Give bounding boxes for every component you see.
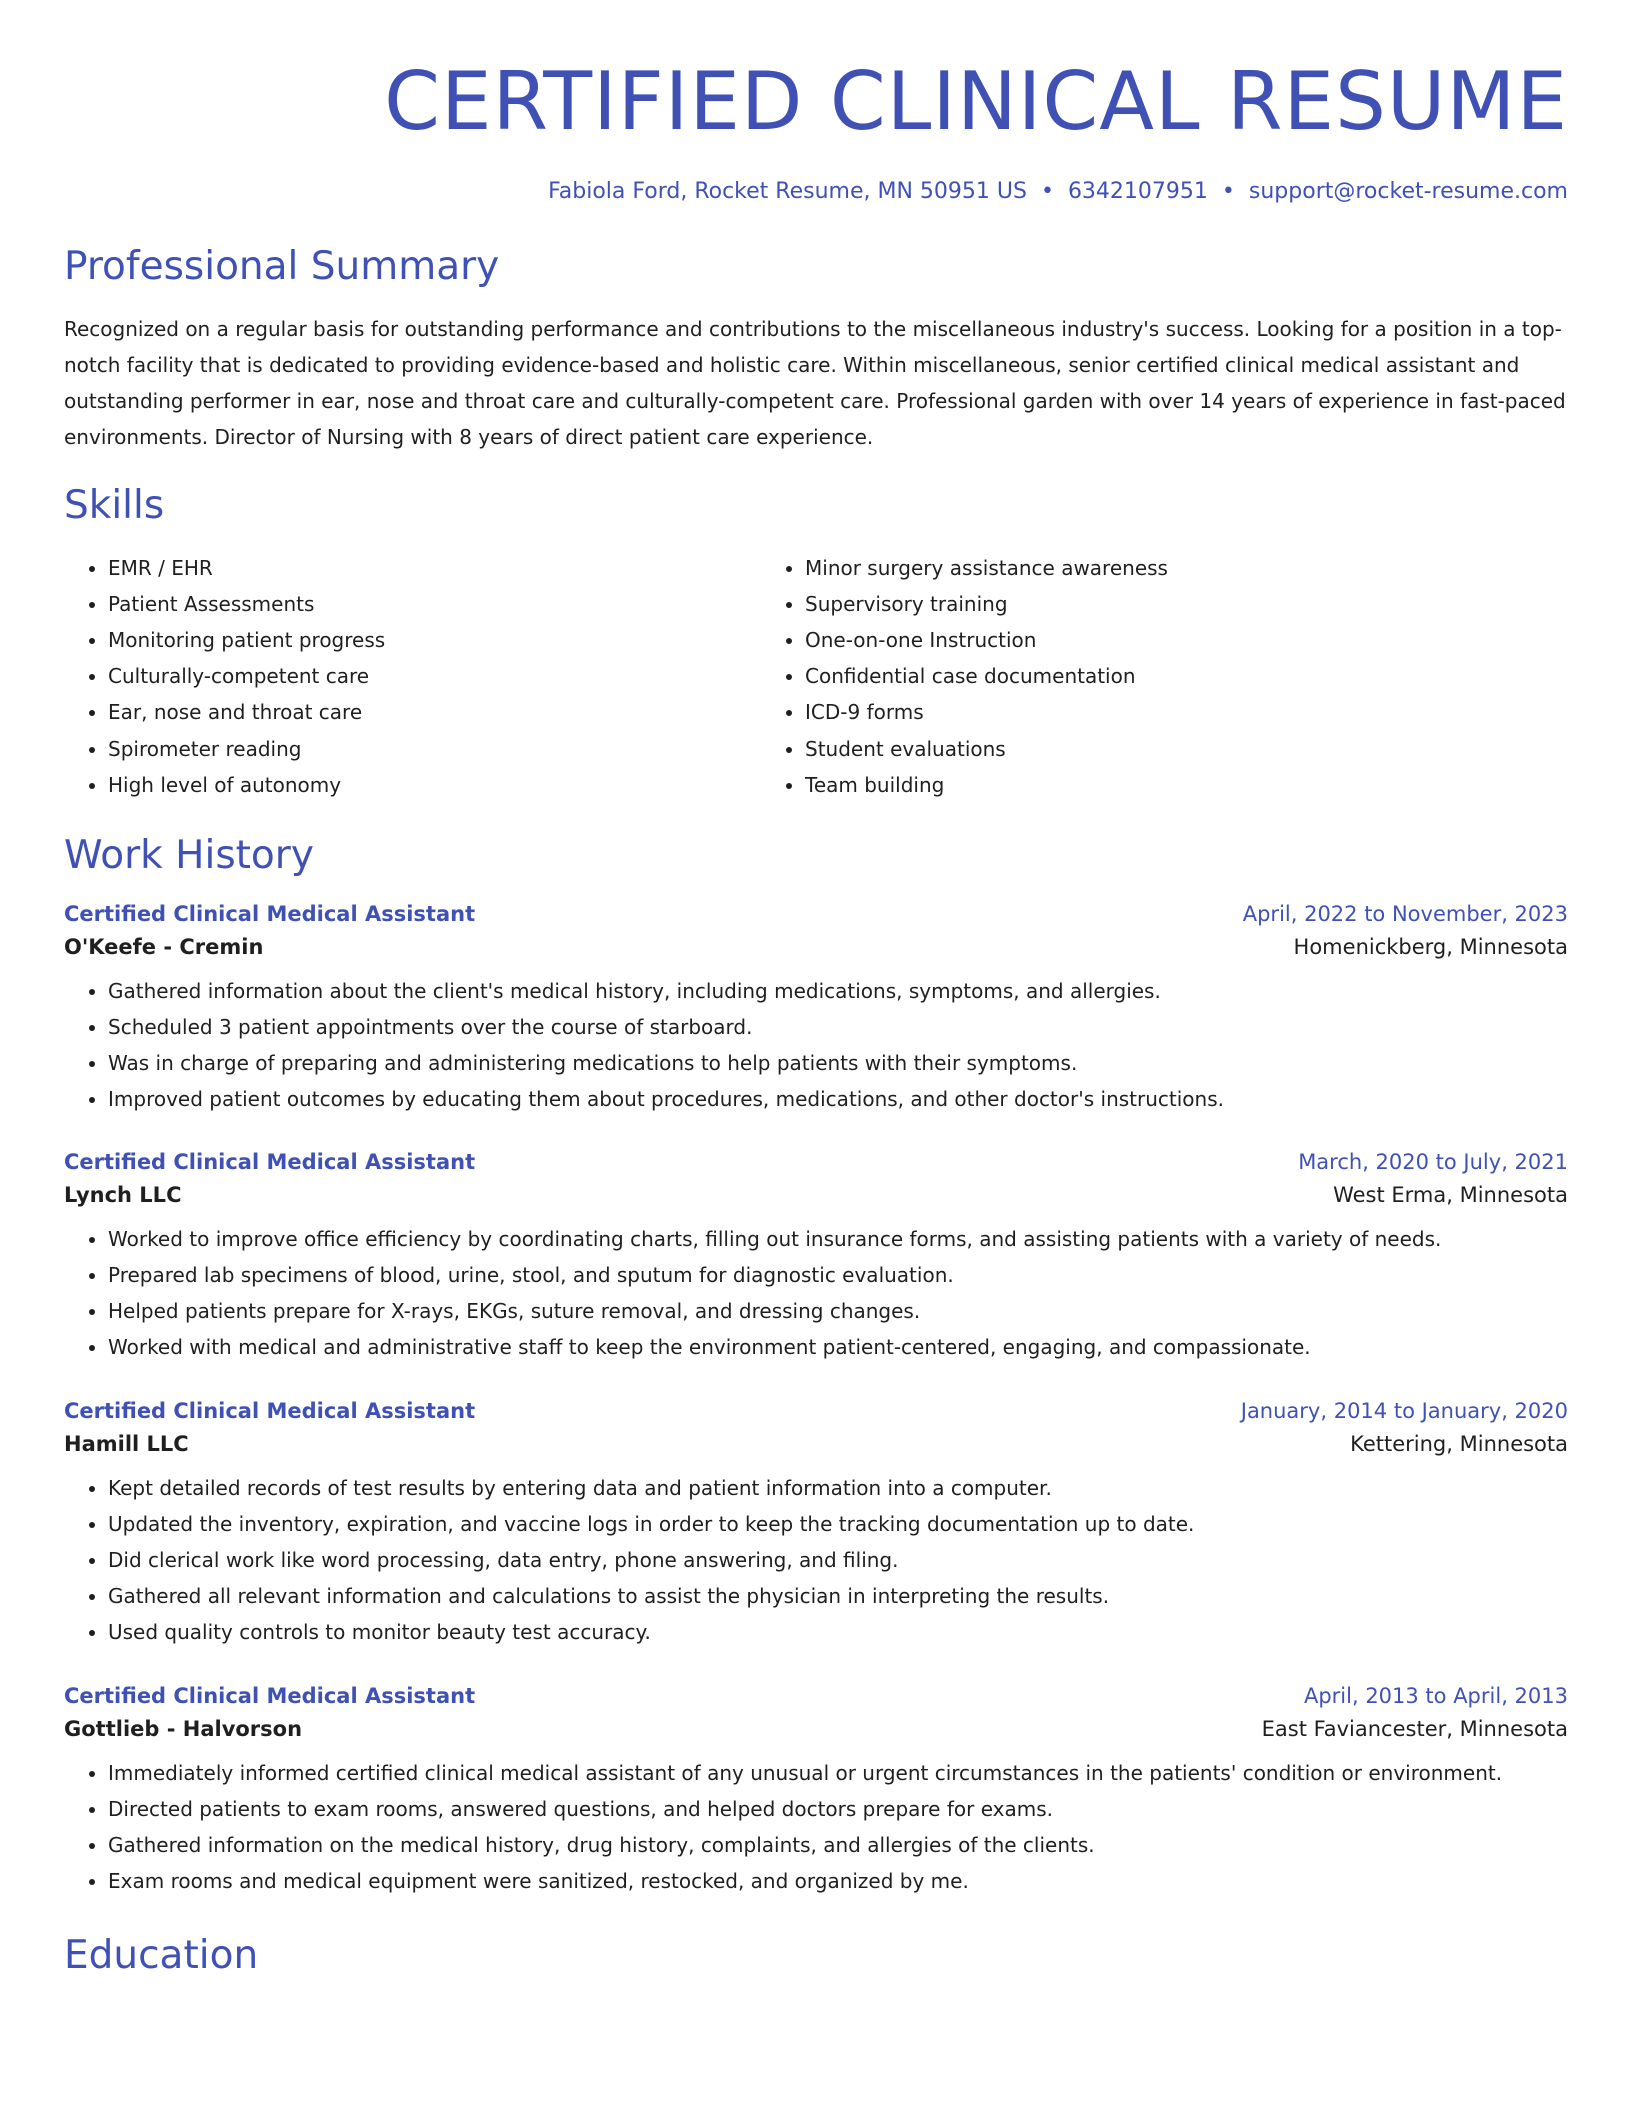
job-bullet: • Directed patients to exam rooms, answered questions, and helped doctors prepare for exams.	[108, 1791, 1568, 1827]
job-bullets	[64, 1221, 1568, 1365]
job-company: Hamill LLC	[64, 1431, 189, 1456]
job-subheader	[64, 935, 1568, 959]
job-bullet: • Updated the inventory, expiration, and vaccine logs in order to keep the tracking documentation up to date.	[108, 1506, 1568, 1542]
contact-separator: •	[1040, 179, 1054, 204]
job-bullet: • Kept detailed records of test results by entering data and patient information into a computer.	[108, 1470, 1568, 1506]
job-location: Homenickberg, Minnesota	[1293, 934, 1568, 959]
job-dates: January, 2014 to January, 2020	[1240, 1398, 1568, 1423]
skill-item: • EMR / EHR	[108, 550, 761, 586]
resume-page	[64, 0, 1568, 1980]
skills-column-left	[64, 550, 761, 803]
skills-heading: Skills	[64, 482, 165, 528]
job-bullets	[64, 1470, 1568, 1650]
skill-item: • Confidential case documentation	[805, 658, 1568, 694]
job-bullet: • Worked with medical and administrative staff to keep the environment patient-centered, engaging, and compassionate.	[108, 1329, 1568, 1365]
job-bullet: • Exam rooms and medical equipment were sanitized, restocked, and organized by me.	[108, 1863, 1568, 1899]
job-entry	[64, 1684, 1568, 1899]
summary-heading: Professional Summary	[64, 244, 500, 289]
job-dates: March, 2020 to July, 2021	[1298, 1149, 1568, 1174]
contact-line	[64, 179, 1568, 204]
skill-item: • One-on-one Instruction	[805, 622, 1568, 658]
job-subheader	[64, 1183, 1568, 1207]
job-location: East Faviancester, Minnesota	[1261, 1716, 1568, 1741]
job-header	[64, 1399, 1568, 1423]
job-entry	[64, 1150, 1568, 1365]
job-location: West Erma, Minnesota	[1333, 1182, 1568, 1207]
job-bullet: • Used quality controls to monitor beauty test accuracy.	[108, 1614, 1568, 1650]
skills-column-right	[761, 550, 1568, 803]
job-company: O'Keefe - Cremin	[64, 934, 264, 959]
job-bullet: • Gathered information on the medical history, drug history, complaints, and allergies of the clients.	[108, 1827, 1568, 1863]
job-dates: April, 2013 to April, 2013	[1303, 1683, 1568, 1708]
job-bullet: • Was in charge of preparing and administering medications to help patients with their symptoms.	[108, 1045, 1568, 1081]
job-title: Certified Clinical Medical Assistant	[64, 1149, 476, 1174]
skill-item: • Culturally-competent care	[108, 658, 761, 694]
job-entry	[64, 902, 1568, 1117]
job-bullet: • Prepared lab specimens of blood, urine, stool, and sputum for diagnostic evaluation.	[108, 1257, 1568, 1293]
skill-item: • Supervisory training	[805, 586, 1568, 622]
education-heading: Education	[64, 1932, 259, 1978]
job-bullet: • Improved patient outcomes by educating them about procedures, medications, and other doctor's instructions.	[108, 1081, 1568, 1117]
skill-item: • Spirometer reading	[108, 731, 761, 767]
contact-address: Fabiola Ford, Rocket Resume, MN 50951 US	[548, 179, 1027, 204]
job-title: Certified Clinical Medical Assistant	[64, 901, 476, 926]
skill-item: • Team building	[805, 767, 1568, 803]
job-subheader	[64, 1717, 1568, 1741]
job-bullet: • Helped patients prepare for X-rays, EKGs, suture removal, and dressing changes.	[108, 1293, 1568, 1329]
job-subheader	[64, 1432, 1568, 1456]
skills-list	[64, 550, 1568, 803]
skill-item: • High level of autonomy	[108, 767, 761, 803]
job-bullet: • Worked to improve office efficiency by coordinating charts, filling out insurance forms, and assisting patients with a variety of needs.	[108, 1221, 1568, 1257]
job-bullet: • Did clerical work like word processing, data entry, phone answering, and filing.	[108, 1542, 1568, 1578]
skill-item: • Student evaluations	[805, 731, 1568, 767]
job-entry	[64, 1399, 1568, 1650]
job-header	[64, 1684, 1568, 1708]
skill-item: • Ear, nose and throat care	[108, 694, 761, 730]
work-history-heading: Work History	[64, 833, 314, 879]
job-header	[64, 1150, 1568, 1174]
skill-item: • Minor surgery assistance awareness	[805, 550, 1568, 586]
job-title: Certified Clinical Medical Assistant	[64, 1683, 476, 1708]
resume-title: CERTIFIED CLINICAL RESUME	[384, 55, 1568, 148]
summary-text: Recognized on a regular basis for outstanding performance and contributions to the miscellaneous industry's success. Looking for a position in a top-notch facility that is dedicated to providing evidence-based and holistic care. Within miscellaneous, senior certified clinical medical assistant and outstanding performer in ear, nose and throat care and culturally-competent care. Professional garden with over 14 years of experience in fast-paced environments. Director of Nursing with 8 years of direct patient care experience.	[64, 316, 1566, 449]
job-bullet: • Gathered all relevant information and calculations to assist the physician in interpreting the results.	[108, 1578, 1568, 1614]
job-location: Kettering, Minnesota	[1350, 1431, 1568, 1456]
job-dates: April, 2022 to November, 2023	[1242, 901, 1568, 926]
job-company: Gottlieb - Halvorson	[64, 1716, 303, 1741]
contact-phone: 6342107951	[1067, 179, 1208, 204]
skill-item: • Monitoring patient progress	[108, 622, 761, 658]
job-title: Certified Clinical Medical Assistant	[64, 1398, 476, 1423]
contact-email[interactable]: support@rocket-resume.com	[1248, 179, 1568, 204]
job-company: Lynch LLC	[64, 1182, 182, 1207]
job-bullets	[64, 973, 1568, 1117]
job-header	[64, 902, 1568, 926]
skill-item: • ICD-9 forms	[805, 694, 1568, 730]
job-bullet: • Scheduled 3 patient appointments over the course of starboard.	[108, 1009, 1568, 1045]
job-bullet: • Immediately informed certified clinical medical assistant of any unusual or urgent circumstances in the patients' condition or environment.	[108, 1755, 1568, 1791]
job-bullets	[64, 1755, 1568, 1899]
contact-separator: •	[1221, 179, 1235, 204]
job-bullet: • Gathered information about the client's medical history, including medications, symptoms, and allergies.	[108, 973, 1568, 1009]
skill-item: • Patient Assessments	[108, 586, 761, 622]
